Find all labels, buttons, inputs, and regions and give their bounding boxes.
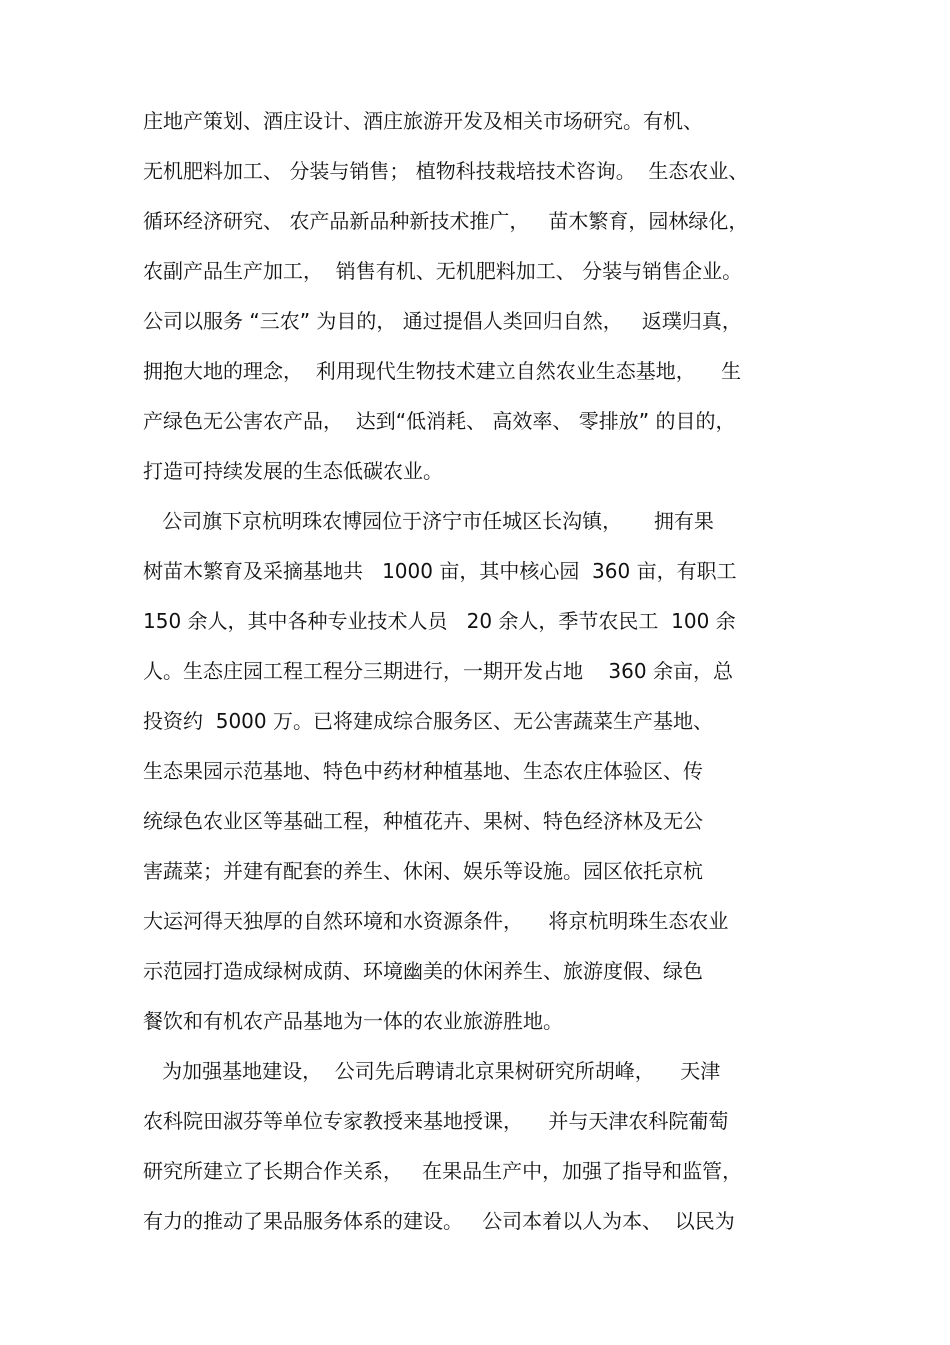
text-line: 示范园打造成绿树成荫、环境幽美的休闲养生、旅游度假、绿色 [143,959,703,983]
paragraph-start-line: 为加强基地建设， 公司先后聘请北京果树研究所胡峰， 天津 [143,1059,721,1083]
text-line: 农副产品生产加工， 销售有机、无机肥料加工、 分装与销售企业。 [143,259,743,283]
text-line: 有力的推动了果品服务体系的建设。 公司本着以人为本、 以民为 [143,1209,735,1233]
text-line: 庄地产策划、酒庄设计、酒庄旅游开发及相关市场研究。有机、 [143,109,703,133]
text-line: 无机肥料加工、 分装与销售； 植物科技栽培技术咨询。 生态农业、 [143,159,749,183]
text-line: 150 余人，其中各种专业技术人员 20 余人，季节农民工 100 余 [143,609,736,633]
text-line: 餐饮和有机农产品基地为一体的农业旅游胜地。 [143,1009,563,1033]
text-line: 循环经济研究、 农产品新品种新技术推广， 苗木繁育，园林绿化， [143,209,749,233]
text-line: 统绿色农业区等基础工程，种植花卉、果树、特色经济林及无公 [143,809,703,833]
text-line: 投资约 5000 万。已将建成综合服务区、无公害蔬菜生产基地、 [143,709,713,733]
text-line: 大运河得天独厚的自然环境和水资源条件， 将京杭明珠生态农业 [143,909,729,933]
text-line: 人。生态庄园工程工程分三期进行，一期开发占地 360 余亩，总 [143,659,733,683]
text-line: 打造可持续发展的生态低碳农业。 [143,459,443,483]
text-line: 农科院田淑芬等单位专家教授来基地授课， 并与天津农科院葡萄 [143,1109,729,1133]
text-line: 生态果园示范基地、特色中药材种植基地、生态农庄体验区、传 [143,759,703,783]
text-line: 研究所建立了长期合作关系， 在果品生产中，加强了指导和监管， [143,1159,743,1183]
text-line: 拥抱大地的理念， 利用现代生物技术建立自然农业生态基地， 生 [143,359,742,383]
paragraph-start-line: 公司旗下京杭明珠农博园位于济宁市任城区长沟镇， 拥有果 [143,509,714,533]
text-line: 产绿色无公害农产品， 达到“低消耗、 高效率、 零排放” 的目的， [143,409,736,433]
text-line: 树苗木繁育及采摘基地共 1000 亩，其中核心园 360 亩，有职工 [143,559,737,583]
text-line: 公司以服务 “三农” 为目的， 通过提倡人类回归自然， 返璞归真， [143,309,742,333]
text-line: 害蔬菜；并建有配套的养生、休闲、娱乐等设施。园区依托京杭 [143,859,703,883]
